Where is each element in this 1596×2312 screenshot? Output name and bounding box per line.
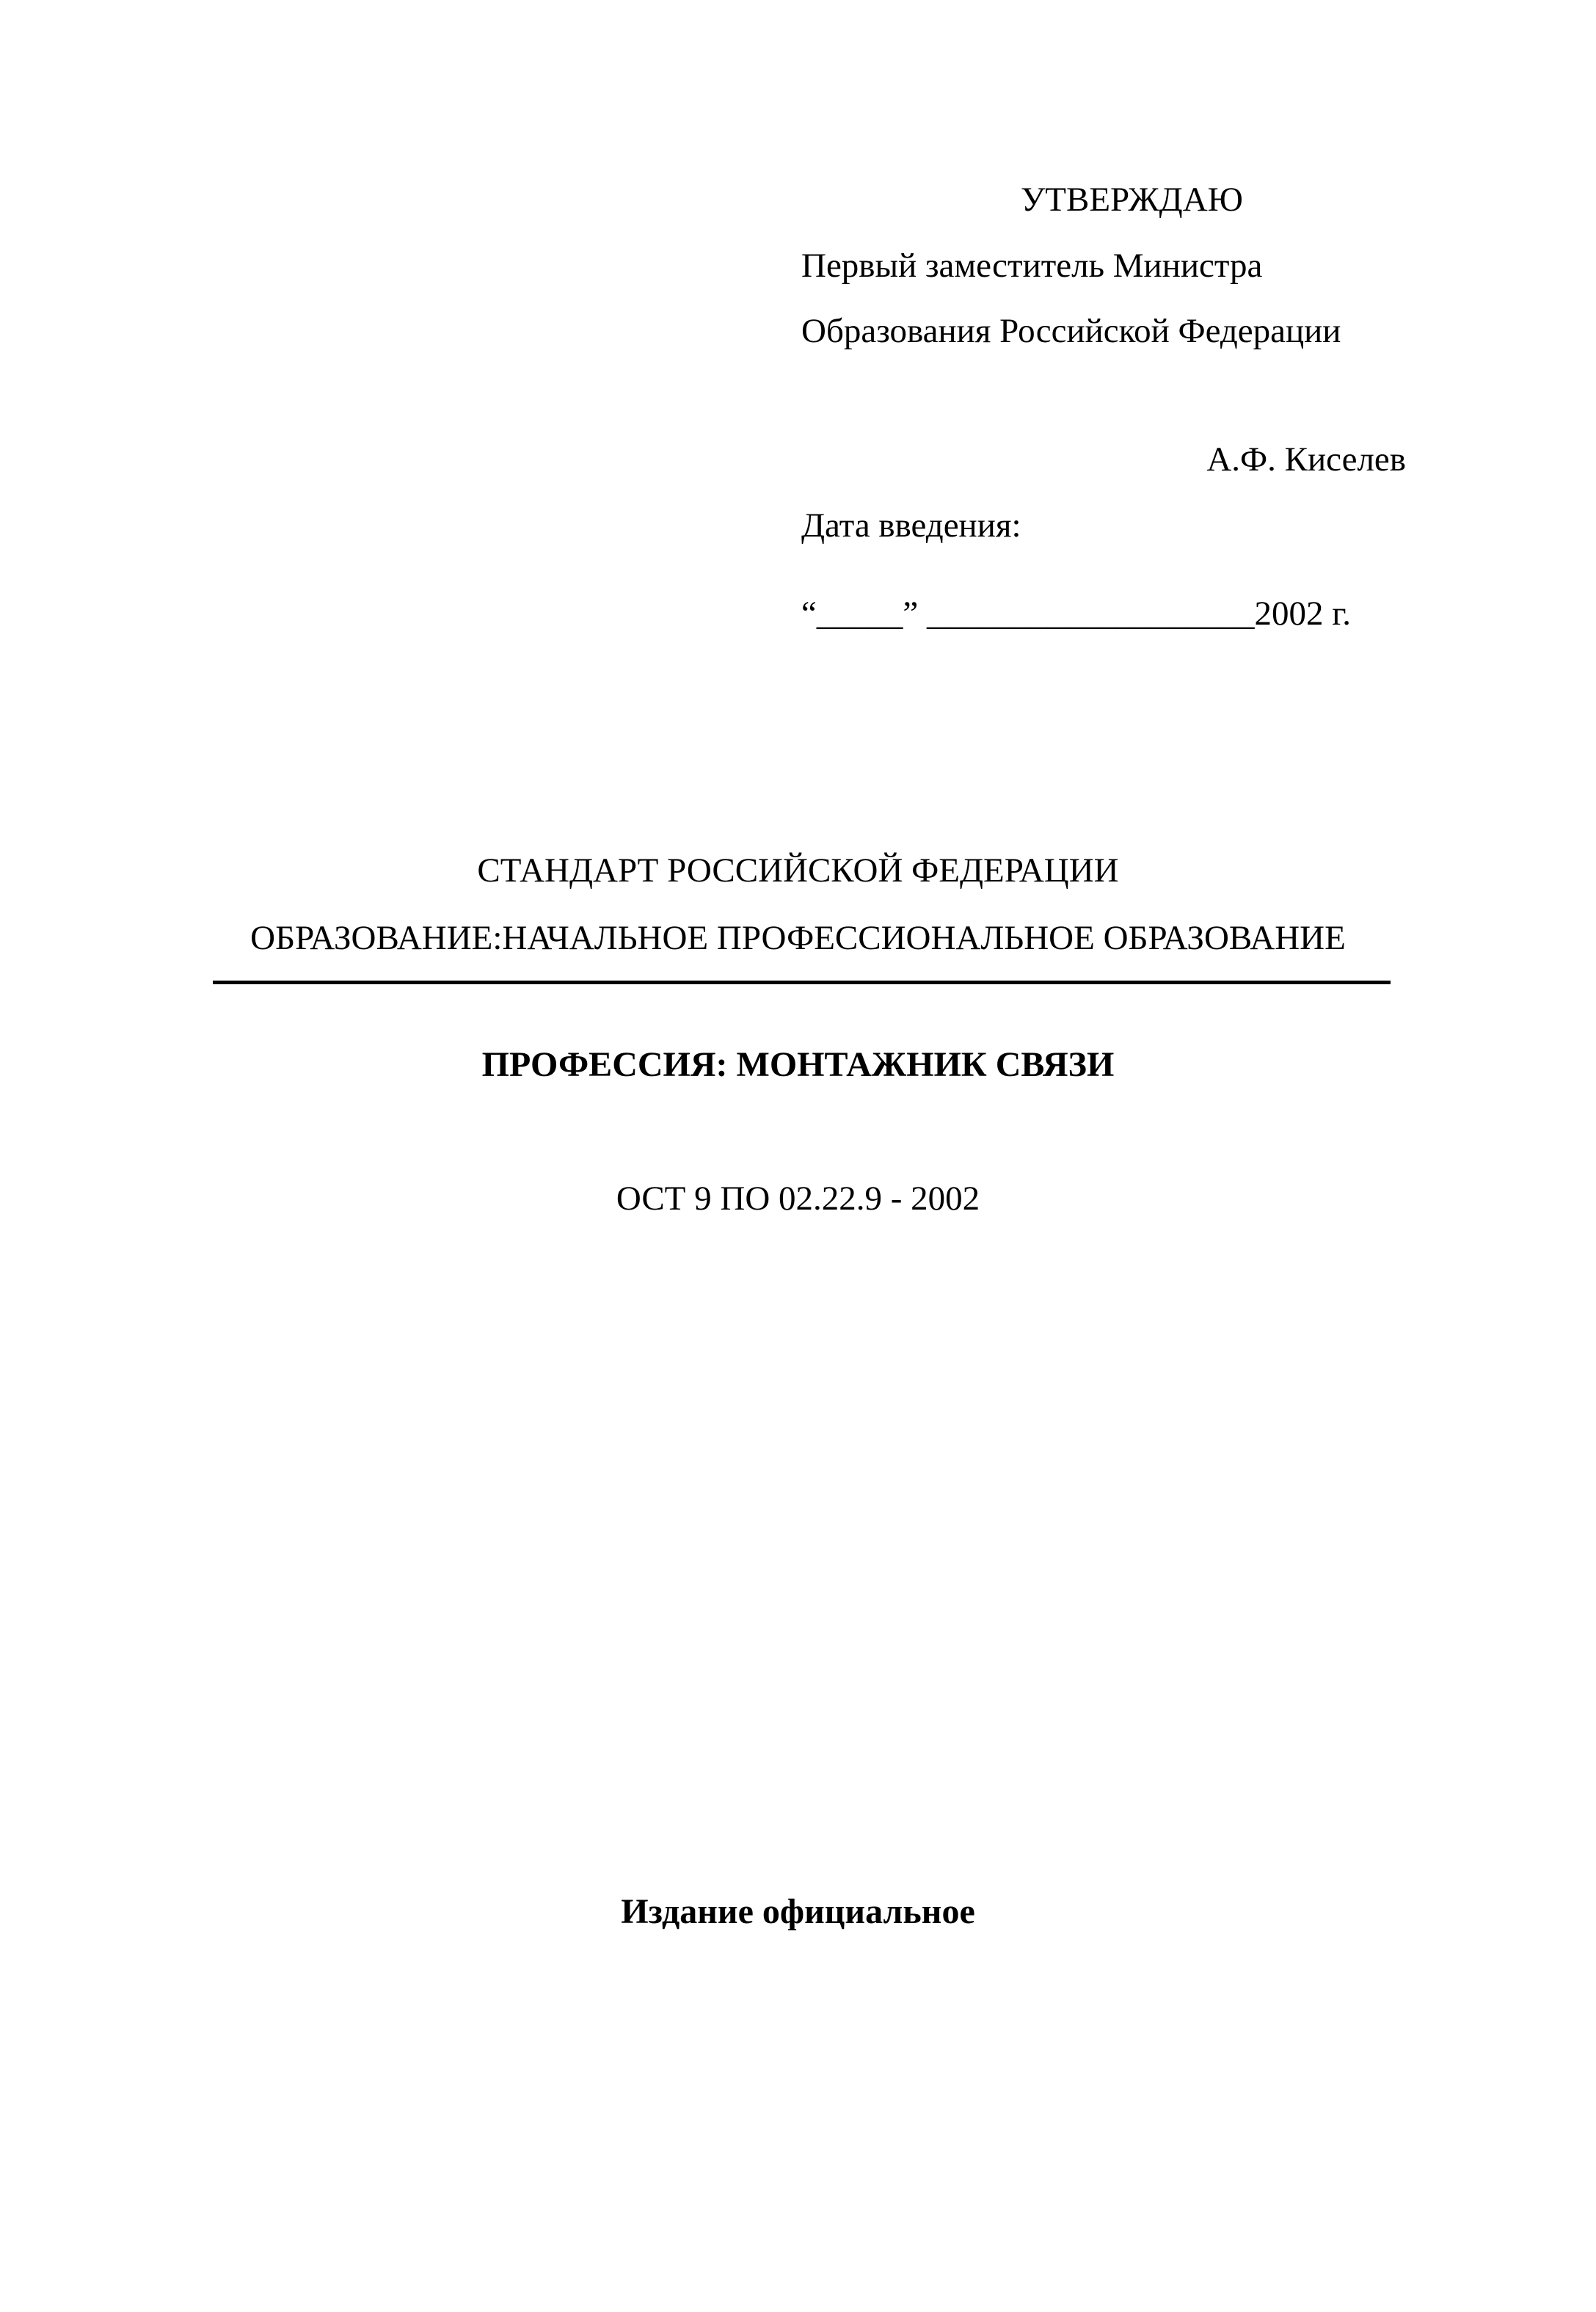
signatory-name: А.Ф. Киселев: [1206, 440, 1406, 479]
edition-label: Издание официальное: [621, 1892, 975, 1931]
effective-date-line: “_____” ___________________2002 г.: [801, 595, 1351, 633]
approval-heading: УТВЕРЖДАЮ: [1021, 181, 1243, 219]
effective-date-label: Дата введения:: [801, 506, 1021, 545]
standard-subtitle: ОБРАЗОВАНИЕ:НАЧАЛЬНОЕ ПРОФЕССИОНАЛЬНОЕ ОБРАЗОВАНИЕ: [250, 919, 1346, 957]
profession-title: ПРОФЕССИЯ: МОНТАЖНИК СВЯЗИ: [481, 1045, 1115, 1084]
standard-designation: ОСТ 9 ПО 02.22.9 - 2002: [616, 1179, 980, 1218]
approver-position: Первый заместитель Министра: [801, 247, 1263, 285]
standard-title: СТАНДАРТ РОССИЙСКОЙ ФЕДЕРАЦИИ: [477, 851, 1119, 890]
approver-ministry: Образования Российской Федерации: [801, 312, 1341, 350]
title-divider: [213, 981, 1391, 984]
